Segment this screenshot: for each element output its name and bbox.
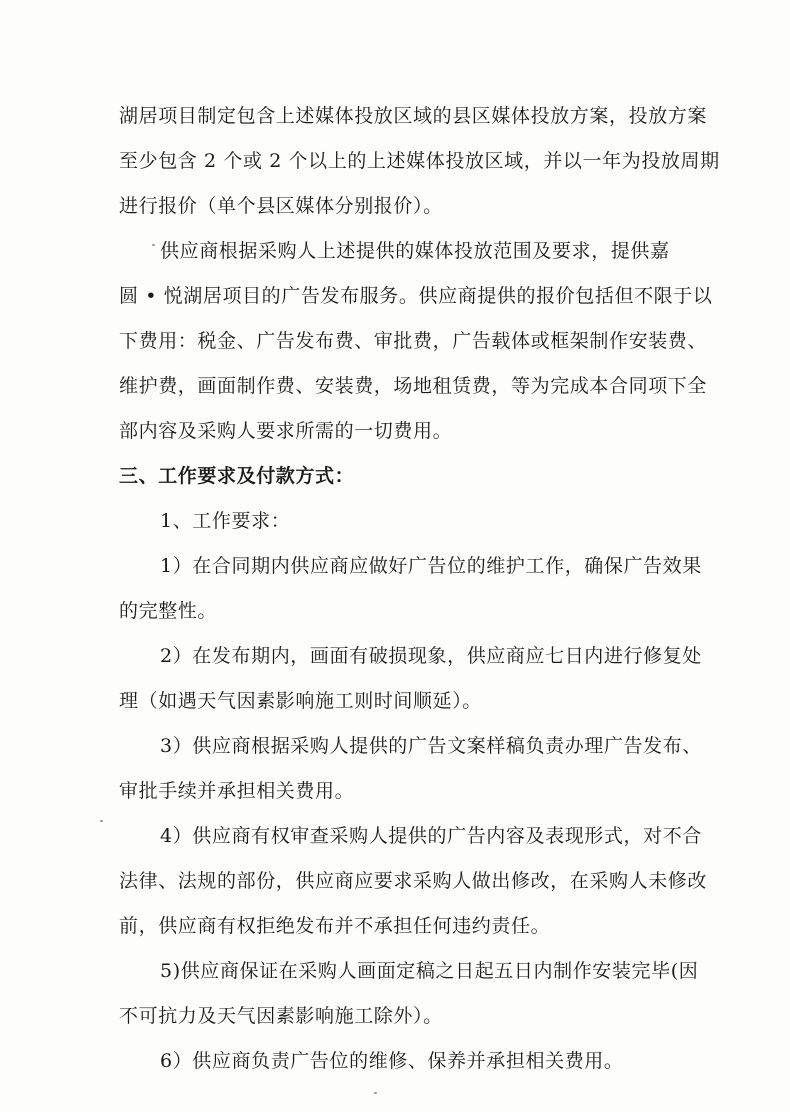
item-2-line-2: 理（如遇天气因素影响施工则时间顺延）。	[119, 690, 482, 712]
scan-speck	[374, 1092, 377, 1094]
item-1-line-1: 1）在合同期内供应商应做好广告位的维护工作，确保广告效果	[160, 555, 702, 577]
paragraph-line-7: 维护费，画面制作费、安装费，场地租赁费，等为完成本合同项下全	[119, 375, 708, 397]
paragraph-line-5: 圆 • 悦湖居项目的广告发布服务。供应商提供的报价包括但不限于以	[119, 285, 713, 307]
item-5-line-1: 5)供应商保证在采购人画面定稿之日起五日内制作安装完毕(因	[160, 960, 699, 982]
section-heading: 三、工作要求及付款方式：	[119, 465, 355, 487]
item-6-line-1: 6）供应商负责广告位的维修、保养并承担相关费用。	[160, 1050, 624, 1072]
item-3-line-1: 3）供应商根据采购人提供的广告文案样稿负责办理广告发布、	[160, 735, 702, 757]
item-5-line-2: 不可抗力及天气因素影响施工除外）。	[119, 1005, 443, 1027]
paragraph-line-2: 至少包含 2 个或 2 个以上的上述媒体投放区域，并以一年为投放周期	[119, 150, 720, 172]
subsection-heading: 1、工作要求：	[160, 510, 291, 532]
item-4-line-1: 4）供应商有权审查采购人提供的广告内容及表现形式，对不合	[160, 825, 702, 847]
paragraph-line-6: 下费用：税金、广告发布费、审批费，广告载体或框架制作安装费、	[119, 330, 708, 352]
item-3-line-2: 审批手续并承担相关费用。	[119, 780, 355, 802]
scan-speck	[152, 244, 155, 246]
item-2-line-1: 2）在发布期内，画面有破损现象，供应商应七日内进行修复处	[160, 645, 702, 667]
paragraph-line-1: 湖居项目制定包含上述媒体投放区域的县区媒体投放方案，投放方案	[119, 105, 708, 127]
item-4-line-2: 法律、法规的部份，供应商应要求采购人做出修改，在采购人未修改	[119, 870, 708, 892]
item-4-line-3: 前，供应商有权拒绝发布并不承担任何违约责任。	[119, 915, 551, 937]
paragraph-line-8: 部内容及采购人要求所需的一切费用。	[119, 420, 453, 442]
scan-speck	[100, 820, 103, 822]
paragraph-line-4: 供应商根据采购人上述提供的媒体投放范围及要求，提供嘉	[160, 240, 670, 262]
paragraph-line-3: 进行报价（单个县区媒体分别报价）。	[119, 195, 443, 217]
item-1-line-2: 的完整性。	[119, 600, 218, 622]
